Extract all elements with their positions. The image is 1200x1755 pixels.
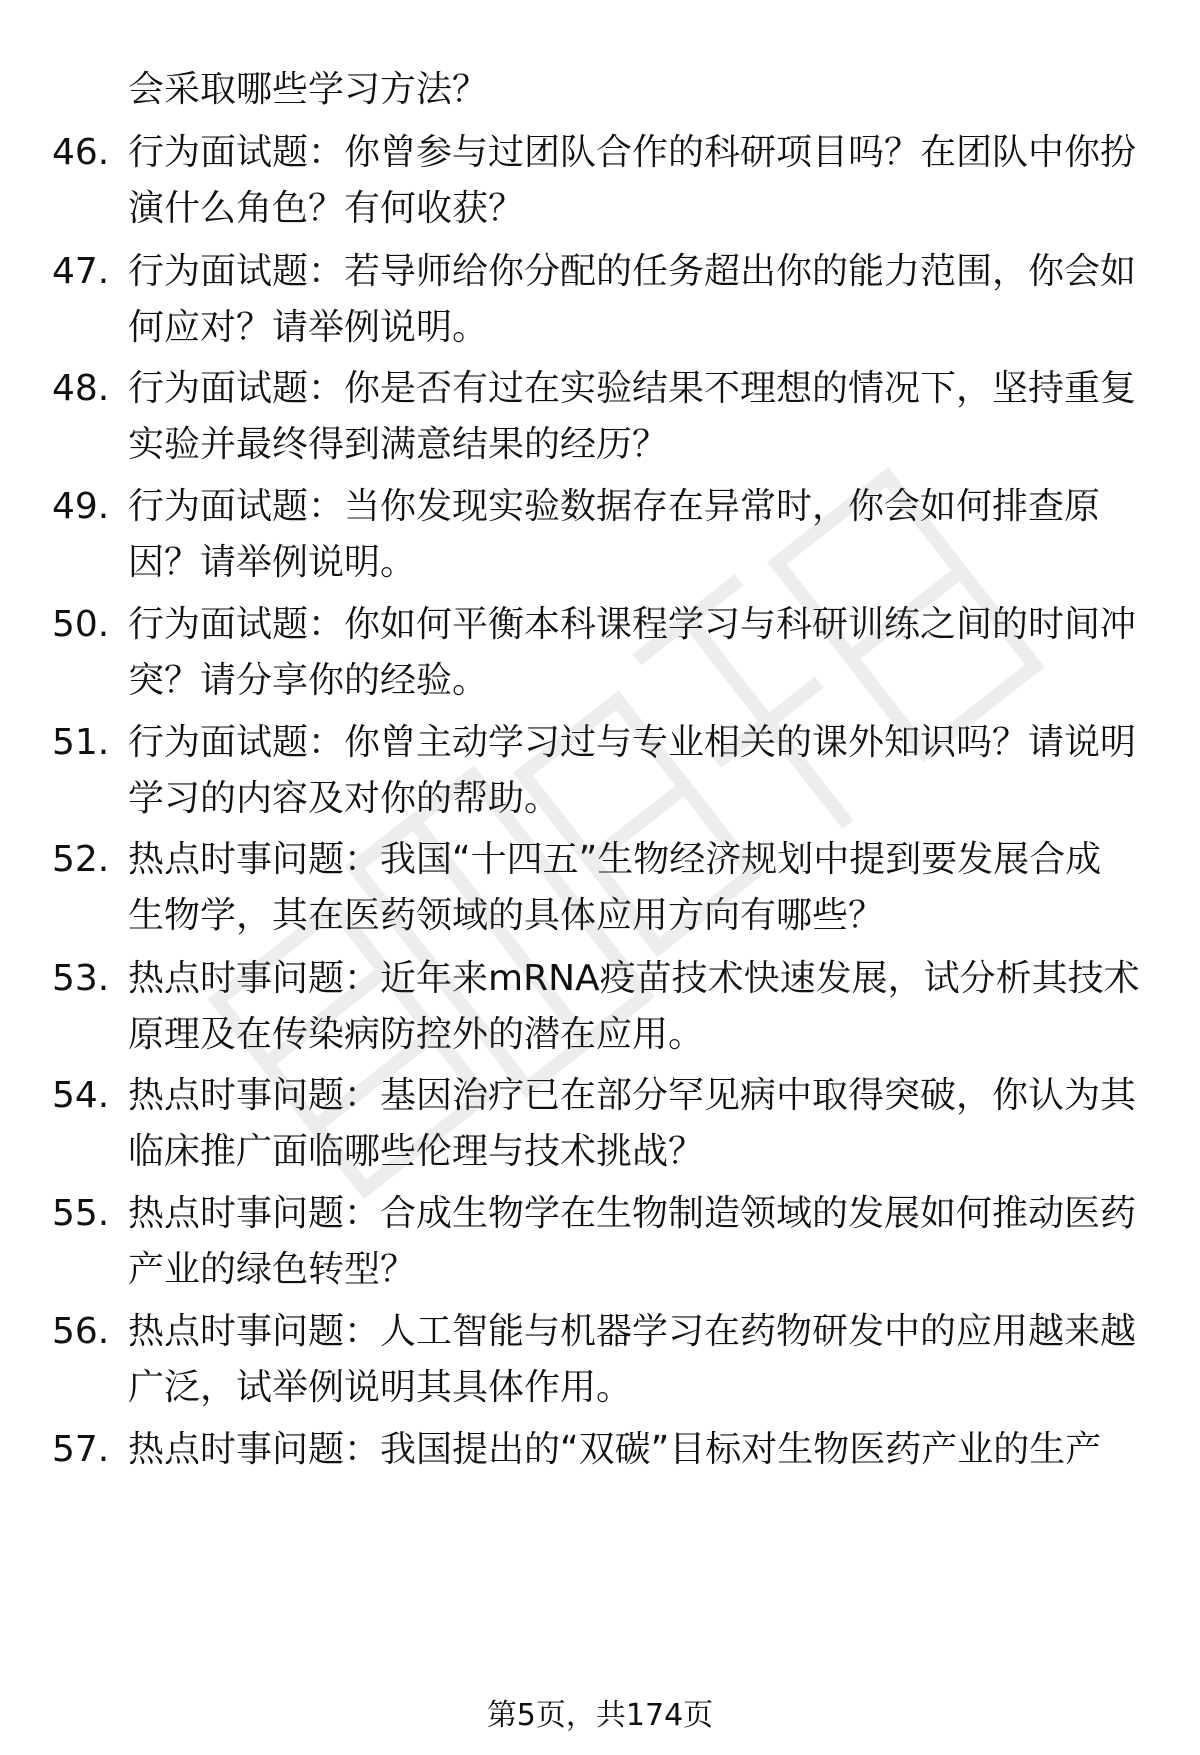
question-text bbox=[128, 1068, 1138, 1180]
continuation-line: 会采取哪些学习方法？ bbox=[128, 69, 489, 110]
question-line: 学习的内容及对你的帮助。 bbox=[128, 778, 561, 819]
question-number: 46. bbox=[52, 132, 110, 173]
question-text bbox=[128, 597, 1138, 709]
question-text bbox=[128, 244, 1138, 356]
question-number: 48. bbox=[52, 368, 110, 409]
question-line: 行为面试题：你曾主动学习过与专业相关的课外知识吗？请说明 bbox=[128, 722, 1137, 763]
question-line: 热点时事问题：我国“十四五”生物经济规划中提到要发展合成 bbox=[128, 839, 1102, 880]
question-number: 50. bbox=[52, 604, 110, 645]
question-line: 演什么角色？有何收获？ bbox=[128, 188, 525, 229]
question-line: 突？请分享你的经验。 bbox=[128, 660, 489, 701]
question-line: 产业的绿色转型？ bbox=[128, 1249, 417, 1290]
question-line: 行为面试题：当你发现实验数据存在异常时，你会如何排查原 bbox=[128, 486, 1101, 527]
question-number: 52. bbox=[52, 839, 110, 880]
question-line: 热点时事问题：合成生物学在生物制造领域的发展如何推动医药 bbox=[128, 1193, 1137, 1234]
question-text bbox=[128, 479, 1138, 591]
question-line: 行为面试题：你是否有过在实验结果不理想的情况下，坚持重复 bbox=[128, 368, 1137, 409]
question-number: 51. bbox=[52, 722, 110, 763]
question-line: 何应对？请举例说明。 bbox=[128, 307, 489, 348]
question-line: 热点时事问题：我国提出的“双碳”目标对生物医药产业的生产 bbox=[128, 1429, 1102, 1470]
question-line: 热点时事问题：近年来mRNA疫苗技术快速发展，试分析其技术 bbox=[128, 958, 1140, 999]
question-text bbox=[128, 1304, 1138, 1416]
question-number: 57. bbox=[52, 1429, 110, 1470]
question-number: 47. bbox=[52, 251, 110, 292]
question-text bbox=[128, 1422, 1138, 1478]
question-line: 行为面试题：你曾参与过团队合作的科研项目吗？在团队中你扮 bbox=[128, 132, 1137, 173]
question-number: 55. bbox=[52, 1193, 110, 1234]
question-line: 临床推广面临哪些伦理与技术挑战？ bbox=[128, 1131, 705, 1172]
question-line: 行为面试题：若导师给你分配的任务超出你的能力范围，你会如 bbox=[128, 251, 1137, 292]
question-line: 热点时事问题：基因治疗已在部分罕见病中取得突破，你认为其 bbox=[128, 1075, 1137, 1116]
question-text bbox=[128, 715, 1138, 827]
question-number: 56. bbox=[52, 1311, 110, 1352]
question-line: 热点时事问题：人工智能与机器学习在药物研发中的应用越来越 bbox=[128, 1311, 1137, 1352]
question-text bbox=[128, 951, 1138, 1063]
page-footer: 第5页，共174页 bbox=[486, 1698, 714, 1733]
question-line: 广泛，试举例说明其具体作用。 bbox=[128, 1367, 633, 1408]
question-line: 原理及在传染病防控外的潜在应用。 bbox=[128, 1014, 705, 1055]
question-line: 因？请举例说明。 bbox=[128, 542, 417, 583]
question-line: 实验并最终得到满意结果的经历？ bbox=[128, 424, 669, 465]
question-text bbox=[128, 125, 1138, 237]
question-number: 54. bbox=[52, 1075, 110, 1116]
question-number: 53. bbox=[52, 958, 110, 999]
question-number: 49. bbox=[52, 486, 110, 527]
question-line: 行为面试题：你如何平衡本科课程学习与科研训练之间的时间冲 bbox=[128, 604, 1137, 645]
question-text bbox=[128, 361, 1138, 473]
question-text bbox=[128, 1186, 1138, 1298]
question-line: 生物学，其在医药领域的具体应用方向有哪些？ bbox=[128, 895, 885, 936]
question-text bbox=[128, 832, 1138, 944]
